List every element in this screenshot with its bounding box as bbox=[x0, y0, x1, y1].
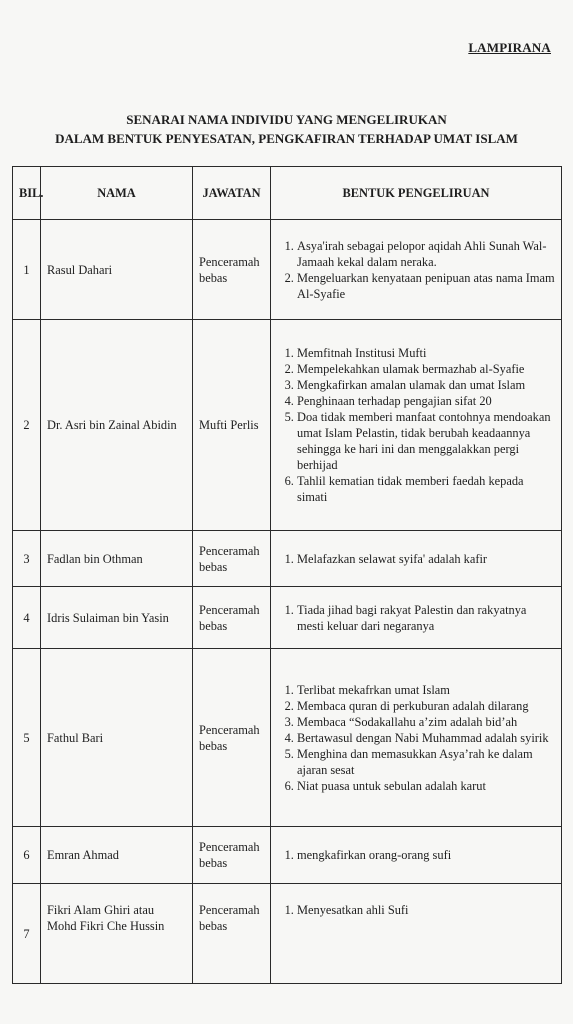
bentuk-item: 3. Membaca “Sodakallahu a’zim adalah bid’ah bbox=[297, 714, 555, 730]
bentuk-item: 2. Membaca quran di perkuburan adalah dilarang bbox=[297, 698, 555, 714]
individuals-table bbox=[12, 166, 562, 984]
table-header-row bbox=[13, 167, 562, 220]
row-bil: 1 bbox=[13, 220, 41, 320]
row-bil: 5 bbox=[13, 649, 41, 827]
column-header-bentuk: BENTUK PENGELIRUAN bbox=[271, 167, 562, 220]
row-nama: Idris Sulaiman bin Yasin bbox=[41, 587, 193, 649]
row-bil: 6 bbox=[13, 827, 41, 884]
row-jawatan: Mufti Perlis bbox=[193, 320, 271, 531]
bentuk-item: 5. Doa tidak memberi manfaat contohnya mendoakan umat Islam Pelastin, tidak berubah keadaannya sehingga ke hari ini dan menggalakkan pergi berhijad bbox=[297, 409, 555, 473]
bentuk-item: 2. Mempelekahkan ulamak bermazhab al-Syafie bbox=[297, 361, 555, 377]
bentuk-list bbox=[277, 682, 555, 794]
bentuk-item: 5. Menghina dan memasukkan Asya’rah ke dalam ajaran sesat bbox=[297, 746, 555, 778]
row-bentuk bbox=[271, 531, 562, 587]
bentuk-item: 6. Tahlil kematian tidak memberi faedah kepada simati bbox=[297, 473, 555, 505]
bentuk-item: 1. Asya'irah sebagai pelopor aqidah Ahli Sunah Wal-Jamaah kekal dalam neraka. bbox=[297, 238, 555, 270]
row-nama: Emran Ahmad bbox=[41, 827, 193, 884]
column-header-bil: BIL. bbox=[13, 167, 41, 220]
bentuk-list bbox=[277, 902, 555, 918]
bentuk-item: 6. Niat puasa untuk sebulan adalah karut bbox=[297, 778, 555, 794]
bentuk-item: 2. Mengeluarkan kenyataan penipuan atas nama Imam Al-Syafie bbox=[297, 270, 555, 302]
column-header-nama: NAMA bbox=[41, 167, 193, 220]
row-nama: Fikri Alam Ghiri atau Mohd Fikri Che Hussin bbox=[41, 884, 193, 984]
bentuk-item: 1. Memfitnah Institusi Mufti bbox=[297, 345, 555, 361]
bentuk-item: 3. Mengkafirkan amalan ulamak dan umat Islam bbox=[297, 377, 555, 393]
row-jawatan: Penceramah bebas bbox=[193, 649, 271, 827]
row-nama: Fadlan bin Othman bbox=[41, 531, 193, 587]
bentuk-list bbox=[277, 602, 555, 634]
row-jawatan: Penceramah bebas bbox=[193, 587, 271, 649]
bentuk-item: 4. Penghinaan terhadap pengajian sifat 20 bbox=[297, 393, 555, 409]
title-line-1: SENARAI NAMA INDIVIDU YANG MENGELIRUKAN bbox=[126, 112, 447, 127]
row-bil: 2 bbox=[13, 320, 41, 531]
row-bentuk bbox=[271, 320, 562, 531]
row-bentuk bbox=[271, 827, 562, 884]
row-jawatan: Penceramah bebas bbox=[193, 531, 271, 587]
row-bil: 3 bbox=[13, 531, 41, 587]
table-row bbox=[13, 587, 562, 649]
row-jawatan: Penceramah bebas bbox=[193, 827, 271, 884]
row-nama: Fathul Bari bbox=[41, 649, 193, 827]
row-bentuk bbox=[271, 220, 562, 320]
bentuk-list bbox=[277, 847, 555, 863]
bentuk-list bbox=[277, 345, 555, 505]
bentuk-list bbox=[277, 238, 555, 302]
row-bil: 4 bbox=[13, 587, 41, 649]
row-bentuk bbox=[271, 587, 562, 649]
table-row bbox=[13, 320, 562, 531]
lampiran-label: LAMPIRANA bbox=[468, 40, 551, 55]
table-row bbox=[13, 827, 562, 884]
row-bentuk bbox=[271, 884, 562, 984]
column-header-jawatan: JAWATAN bbox=[193, 167, 271, 220]
row-jawatan: Penceramah bebas bbox=[193, 884, 271, 984]
document-title bbox=[0, 110, 573, 148]
row-bentuk bbox=[271, 649, 562, 827]
bentuk-list bbox=[277, 551, 555, 567]
table-row bbox=[13, 884, 562, 984]
row-jawatan: Penceramah bebas bbox=[193, 220, 271, 320]
row-nama: Dr. Asri bin Zainal Abidin bbox=[41, 320, 193, 531]
row-bil: 7 bbox=[13, 884, 41, 984]
table-row bbox=[13, 220, 562, 320]
bentuk-item: 1. Terlibat mekafrkan umat Islam bbox=[297, 682, 555, 698]
bentuk-item: 1. Menyesatkan ahli Sufi bbox=[297, 902, 555, 918]
bentuk-item: 1. Melafazkan selawat syifa' adalah kafir bbox=[297, 551, 555, 567]
title-line-2: DALAM BENTUK PENYESATAN, PENGKAFIRAN TERHADAP UMAT ISLAM bbox=[55, 131, 518, 146]
row-nama: Rasul Dahari bbox=[41, 220, 193, 320]
bentuk-item: 1. mengkafirkan orang-orang sufi bbox=[297, 847, 555, 863]
bentuk-item: 1. Tiada jihad bagi rakyat Palestin dan rakyatnya mesti keluar dari negaranya bbox=[297, 602, 555, 634]
table-row bbox=[13, 531, 562, 587]
bentuk-item: 4. Bertawasul dengan Nabi Muhammad adalah syirik bbox=[297, 730, 555, 746]
table-row bbox=[13, 649, 562, 827]
